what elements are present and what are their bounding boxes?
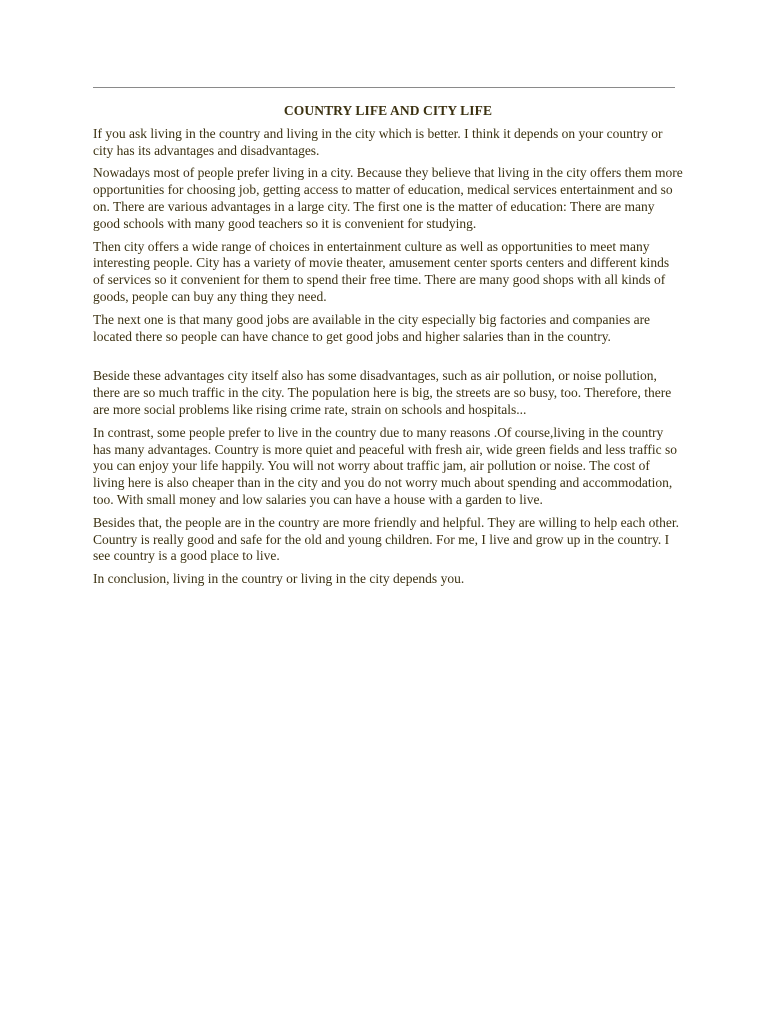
paragraph-intro: If you ask living in the country and living in the city which is better. I think it depends on your country or city has its advantages and disadvantages. <box>93 125 663 158</box>
paragraph-jobs: The next one is that many good jobs are available in the city especially big factories and companies are located there so people can have chance to get good jobs and higher salaries than in the country. <box>93 311 651 344</box>
top-rule <box>93 87 675 88</box>
document-title: COUNTRY LIFE AND CITY LIFE <box>283 103 493 118</box>
paragraph-city-preference: Nowadays most of people prefer living in a city. Because they believe that living in the city offers them more opportunities for choosing job, getting access to matter of education, medical services entertainment and so on. There are various advantages in a large city. The first one is the matter of education: There are many good schools with many good teachers so it is convenient for studying. <box>93 165 683 231</box>
paragraph-country-advantages: In contrast, some people prefer to live in the country due to many reasons .Of course,living in the country has many advantages. Country is more quiet and peaceful with fresh air, wide green fields and less traffic so you can enjoy your life happily. You will not worry about traffic jam, air pollution or noise. The cost of living here is also cheaper than in the city and you do not worry much about spending and accommodation, too. With small money and low salaries you can have a house with a garden to live. <box>93 424 678 507</box>
paragraph-country-people: Besides that, the people are in the country are more friendly and helpful. They are willing to help each other. Country is really good and safe for the old and young children. For me, I live and grow up in the country. I see country is a good place to live. <box>93 514 680 564</box>
document-body <box>93 103 683 594</box>
paragraph-entertainment: Then city offers a wide range of choices in entertainment culture as well as opportunities to meet many interesting people. City has a variety of movie theater, amusement center sports centers and different kinds of services so it convenient for them to spend their free time. There are many good shops with all kinds of goods, people can buy any thing they need. <box>93 238 670 304</box>
paragraph-city-disadvantages: Beside these advantages city itself also has some disadvantages, such as air pollution, or noise pollution, there are so much traffic in the city. The population here is big, the streets are so busy, too. Therefore, there are more social problems like rising crime rate, strain on schools and hospitals... <box>93 368 672 417</box>
paragraph-conclusion: In conclusion, living in the country or living in the city depends you. <box>93 571 465 587</box>
